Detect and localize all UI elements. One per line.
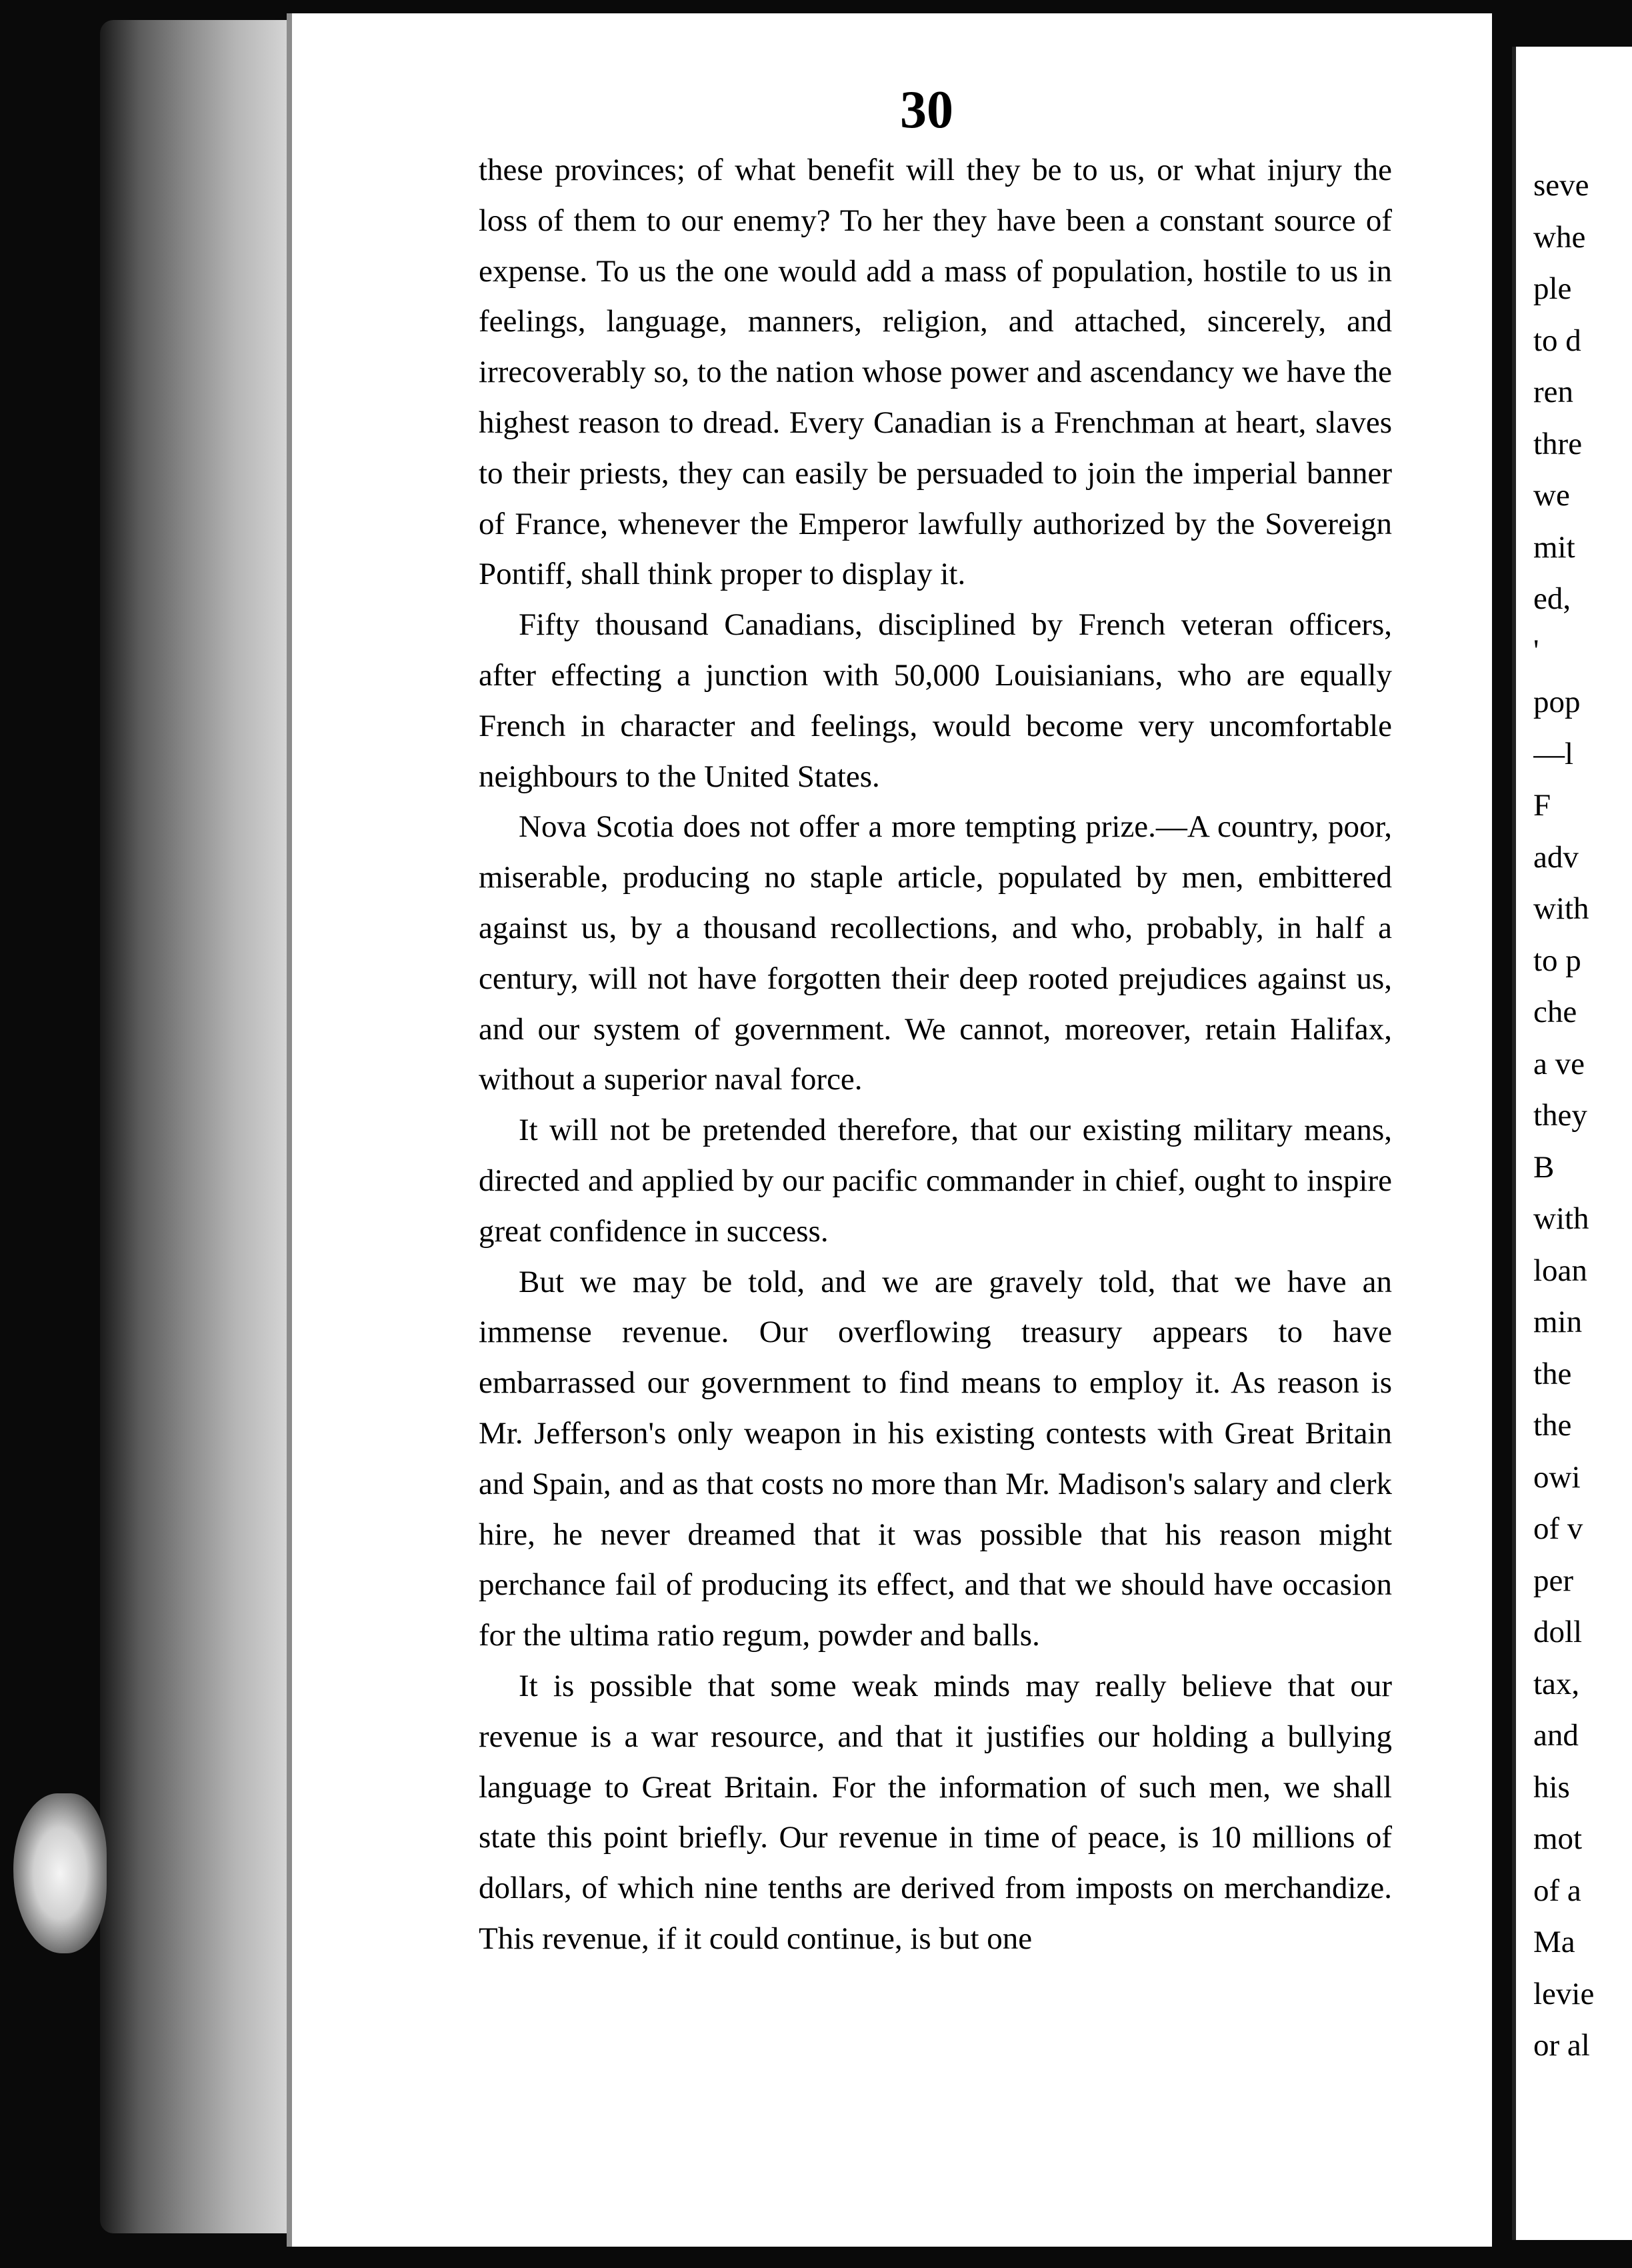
facing-page-line-fragment: per — [1533, 1563, 1574, 1598]
facing-page-line-fragment: whe — [1533, 219, 1586, 255]
facing-page-line-fragment: adv — [1533, 839, 1579, 875]
paragraph: But we may be told, and we are gravely told, that we have an immense revenue. Our overflowing treasury appears to have embarrassed our government to find means to employ it. As reason is Mr. Jefferson's only weapon in his existing contests with Great Britain and Spain, and as that costs no more than Mr. Madison's salary and clerk hire, he never dreamed that it was possible that his reason might perchance fail of producing its effect, and that we should have occasion for the ultima ratio regum, powder and balls. — [479, 1264, 1392, 1653]
facing-page-line-fragment: —l — [1533, 736, 1574, 771]
facing-page-line-fragment: his — [1533, 1769, 1570, 1805]
facing-page-line-fragment: and — [1533, 1718, 1579, 1753]
facing-page-line-fragment: to p — [1533, 943, 1581, 978]
facing-page-line-fragment: we — [1533, 478, 1570, 513]
page-edge-shadow — [100, 20, 293, 2233]
facing-page-line-fragment: of v — [1533, 1511, 1583, 1546]
facing-page-line-fragment: che — [1533, 995, 1577, 1029]
facing-page-line-fragment: doll — [1533, 1615, 1583, 1649]
facing-page-line-fragment: the — [1533, 1408, 1572, 1443]
facing-page-line-fragment: with — [1533, 1201, 1589, 1236]
paragraph: Nova Scotia does not offer a more tempting prize.—A country, poor, miserable, producing no staple article, populated by men, embittered against us, by a thousand recollections, and who, probably, in half a century, will not have forgotten their deep rooted prejudices against us, and our system of government. We cannot, moreover, retain Halifax, without a superior naval force. — [479, 809, 1392, 1097]
facing-page-line-fragment: a ve — [1533, 1046, 1585, 1081]
paragraph: It is possible that some weak minds may really believe that our revenue is a war resource, and that it justifies our holding a bullying language to Great Britain. For the information of such men, we shall state this point briefly. Our revenue in time of peace, is 10 millions of dollars, of which nine tenths are derived from imposts on merchandize. This revenue, if it could continue, is but one — [479, 1668, 1392, 1956]
facing-page-line-fragment: ed, — [1533, 581, 1571, 616]
facing-page-line-fragment: ' — [1533, 633, 1539, 668]
facing-page-line-fragment: pop — [1533, 685, 1581, 719]
facing-page-line-fragment: seve — [1533, 168, 1589, 203]
facing-page-line-fragment: min — [1533, 1305, 1583, 1339]
facing-page-line-fragment: Ma — [1533, 1925, 1575, 1959]
paragraph: these provinces; of what benefit will they be to us, or what injury the loss of them to our enemy? To her they have been a constant source of expense. To us the one would add a mass of population, hostile to us in feelings, language, manners, religion, and attached, sincerely, and irrecoverably so, to the nation whose power and ascendancy we have the highest reason to dread. Every Canadian is a Frenchman at heart, slaves to their priests, they can easily be persuaded to join the imperial banner of France, whenever the Emperor lawfully authorized by the Sovereign Pontiff, shall think proper to display it. — [479, 153, 1392, 592]
facing-page-line-fragment: mot — [1533, 1821, 1583, 1856]
page-body-text — [479, 145, 1392, 1965]
facing-page-line-fragment: or al — [1533, 2028, 1590, 2063]
facing-page-line-fragment: with — [1533, 891, 1589, 926]
page-number: 30 — [900, 81, 953, 139]
paper-damage-stain — [13, 1793, 107, 1953]
facing-page-line-fragment: owi — [1533, 1459, 1581, 1495]
facing-page-line-fragment: levie — [1533, 1976, 1595, 2011]
facing-page-line-fragment: loan — [1533, 1253, 1587, 1288]
facing-page-line-fragment: F — [1533, 788, 1551, 823]
facing-page-line-fragment: of a — [1533, 1873, 1581, 1908]
facing-page-line-fragment: mit — [1533, 529, 1575, 565]
facing-page-line-fragment: they — [1533, 1098, 1587, 1133]
facing-page-line-fragment: tax, — [1533, 1666, 1580, 1701]
facing-page-line-fragment: to d — [1533, 323, 1581, 358]
facing-page-line-fragment: thre — [1533, 426, 1583, 461]
facing-page-line-fragment: the — [1533, 1356, 1572, 1391]
paragraph: It will not be pretended therefore, that our existing military means, directed and applied by our pacific commander in chief, ought to inspire great confidence in success. — [479, 1113, 1392, 1249]
facing-page-line-fragment: ple — [1533, 271, 1572, 306]
facing-page-line-fragment: B — [1533, 1149, 1555, 1185]
facing-page-line-fragment: ren — [1533, 375, 1574, 409]
facing-page-text-fragments — [1533, 160, 1632, 2072]
paragraph: Fifty thousand Canadians, disciplined by French veteran officers, after effecting a junction with 50,000 Louisianians, who are equally French in character and feelings, would become very uncomfortable neighbours to the United States. — [479, 607, 1392, 794]
